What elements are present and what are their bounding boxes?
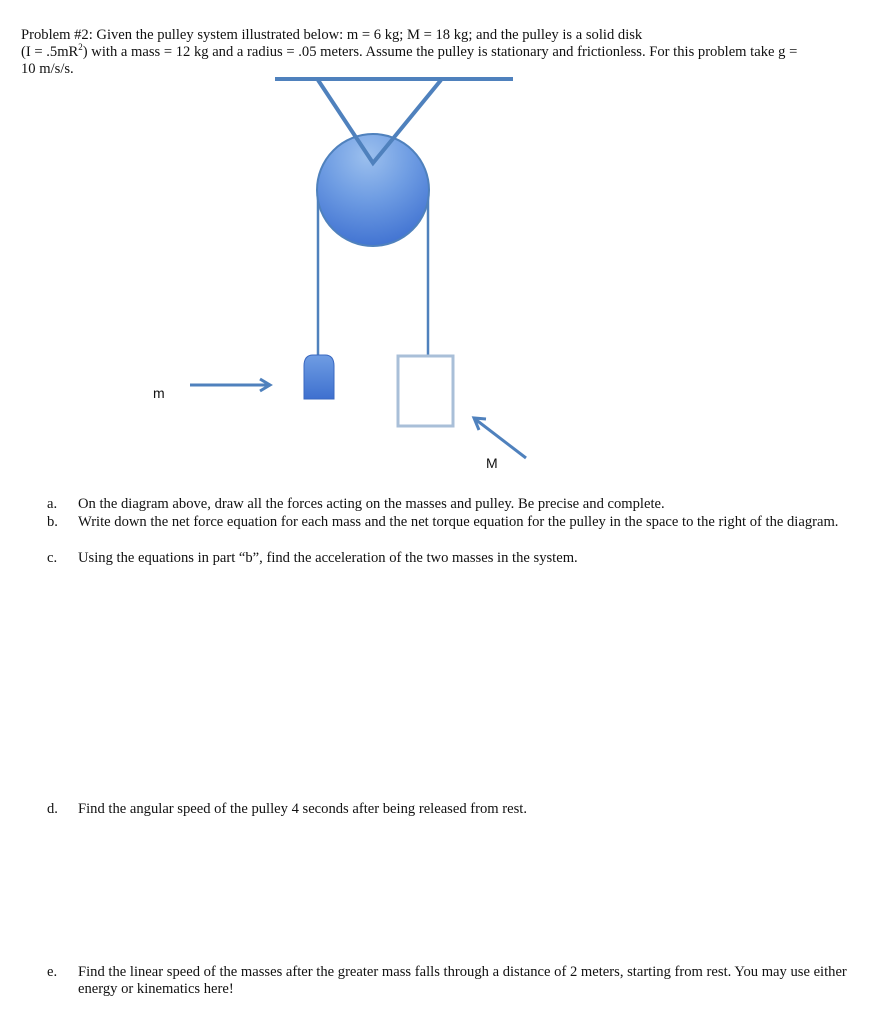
question-text: Find the linear speed of the masses after the greater mass falls through a distance of 2 meters, starting from rest. You may use either energy or kinematics here! <box>78 964 847 997</box>
small-mass-block <box>304 355 334 399</box>
small-mass-label: m <box>153 385 165 401</box>
question-letter: c. <box>47 550 58 566</box>
question-c <box>47 550 862 567</box>
question-letter: d. <box>47 801 58 817</box>
superscript-2: 2 <box>78 42 83 53</box>
pulley-diagram <box>0 0 886 480</box>
question-b <box>47 514 862 531</box>
problem-line-1: Problem #2: Given the pulley system illustrated below: m = 6 kg; M = 18 kg; and the pulley is a solid disk <box>21 27 643 43</box>
pulley-disk <box>317 134 429 246</box>
question-text: Find the angular speed of the pulley 4 seconds after being released from rest. <box>78 801 528 817</box>
large-mass-box <box>398 356 453 426</box>
large-mass-label: M <box>486 455 498 471</box>
large-mass-arrow-shaft <box>475 419 526 458</box>
problem-line-3: 10 m/s/s. <box>21 61 74 77</box>
problem-line-2-end: ) with a mass = 12 kg and a radius = .05 meters. Assume the pulley is stationary and frictionless. For this problem take g = <box>82 44 798 60</box>
question-letter: b. <box>47 514 58 530</box>
question-text: Using the equations in part “b”, find the acceleration of the two masses in the system. <box>78 550 578 566</box>
question-e <box>47 964 862 998</box>
question-a <box>47 496 862 513</box>
question-d <box>47 801 862 818</box>
question-text: Write down the net force equation for each mass and the net torque equation for the pulley in the space to the right of the diagram. <box>78 514 839 530</box>
question-letter: e. <box>47 964 58 980</box>
question-letter: a. <box>47 496 58 512</box>
question-text: On the diagram above, draw all the forces acting on the masses and pulley. Be precise and complete. <box>78 496 665 512</box>
problem-line-2-start: (I = .5mR <box>21 44 79 60</box>
